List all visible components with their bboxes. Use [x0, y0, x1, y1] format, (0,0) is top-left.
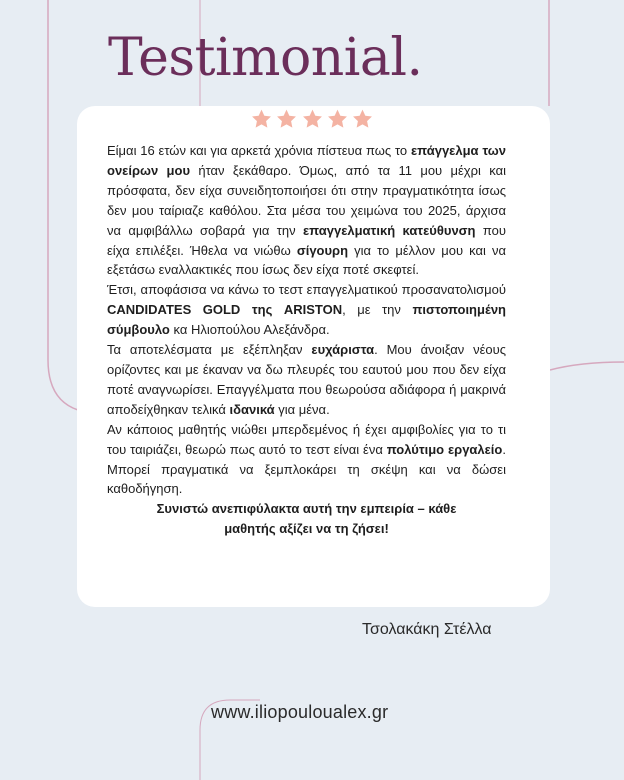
star-icon [301, 108, 324, 130]
testimonial-closing [107, 499, 506, 539]
star-icon [351, 108, 374, 130]
star-icon [250, 108, 273, 130]
highlight-text: επάγγελμα των ονείρων μου [107, 143, 506, 178]
text-segment: Είμαι 16 ετών και για αρκετά χρόνια πίστευα πως το [107, 143, 411, 158]
star-rating [250, 108, 374, 130]
highlight-text: CANDIDATES GOLD της ARISTON [107, 302, 343, 318]
closing-line-2: μαθητής αξίζει να τη ζήσει! [224, 521, 389, 537]
testimonial-paragraph-4 [107, 420, 506, 500]
star-icon [275, 108, 298, 130]
highlight-text: ιδανικά [229, 401, 275, 417]
highlight-text: σίγουρη [296, 242, 349, 258]
testimonial-text [107, 141, 506, 539]
text-segment: ήταν ξεκάθαρο. Όμως, από τα 11 μου μέχρι και πρόσφατα, δεν είχα συνειδητοποιήσει ότι στην πραγματικότητα ίσως δεν μου ταίριαζε καθόλου. Στα μέσα του χειμώνα του 2025, άρχισα να αμφιβάλλω σοβαρά για την [107, 162, 506, 238]
highlight-text: πολύτιμο εργαλείο [386, 441, 503, 457]
text-segment: . Μου άνοιξαν νέους ορίζοντες και με έκαναν να δω πλευρές του εαυτού μου που δεν είχα ποτέ αναγνωρίσει. Επαγγέλματα που θεωρούσα αδιάφορα ή μακρινά αποδείχθηκαν τελικά [107, 342, 507, 417]
testimonial-paragraph-3 [107, 340, 506, 420]
text-segment: για το μέλλον μου και να εξετάσω εναλλακτικές που ίσως δεν είχα ποτέ σκεφτεί. [107, 242, 507, 278]
text-segment: , με την [342, 302, 413, 318]
text-segment: που είχα επιλέξει. Ήθελα να νιώθω [107, 222, 506, 258]
text-segment: . Μπορεί πραγματικά να ξεμπλοκάρει τη σκέψη και να δώσει καθοδήγηση. [107, 441, 506, 497]
testimonial-paragraph-2 [107, 280, 506, 340]
star-icon [326, 108, 349, 130]
website-link[interactable]: www.iliopouloualex.gr [211, 702, 389, 722]
highlight-text: επαγγελματική κατεύθυνση [302, 222, 476, 238]
decorative-curve-left [48, 0, 78, 410]
text-segment: Τα αποτελέσματα με εξέπληξαν [107, 342, 312, 358]
text-segment: κα Ηλιοπούλου Αλεξάνδρα. [169, 322, 330, 338]
decorative-curve-right [550, 362, 624, 370]
text-segment: Αν κάποιος μαθητής νιώθει μπερδεμένος ή έχει αμφιβολίες για το τι του ταιριάζει, θεωρώ πως αυτό το τεστ είναι ένα [107, 421, 506, 457]
text-segment: για μένα. [274, 401, 330, 417]
author-name: Τσολακάκη Στέλλα [362, 621, 492, 638]
text-segment: Έτσι, αποφάσισα να κάνω το τεστ επαγγελματικού προσανατολισμού [107, 282, 506, 298]
testimonial-paragraph-1 [107, 141, 506, 280]
page-title: Testimonial. [108, 28, 423, 88]
highlight-text: πιστοποιημένη σύμβουλο [107, 302, 506, 338]
closing-line-1: Συνιστώ ανεπιφύλακτα αυτή την εμπειρία – κάθε [156, 501, 457, 517]
highlight-text: ευχάριστα [311, 342, 375, 358]
